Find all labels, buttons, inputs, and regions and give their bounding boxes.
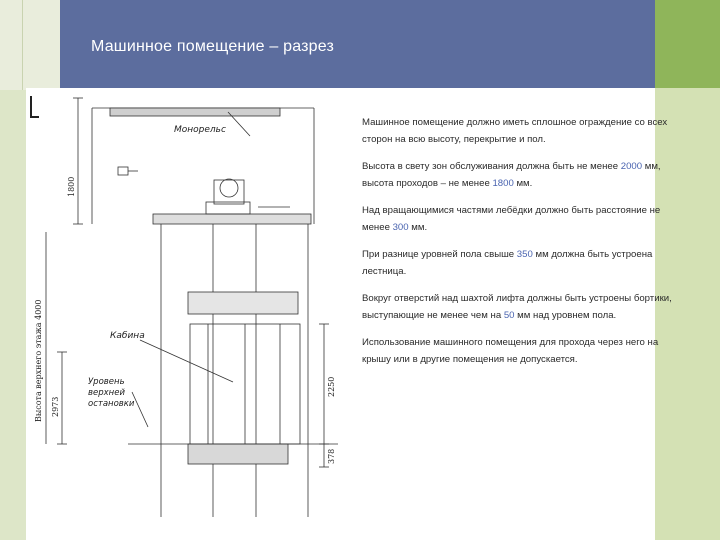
slide-header — [60, 0, 655, 88]
level-label-line1: Уровень — [88, 377, 125, 387]
requirements-text — [362, 114, 672, 378]
machine-room-section-drawing — [28, 92, 348, 517]
dim-378: 378 — [327, 448, 336, 464]
level-label-line2: верхней — [88, 388, 125, 398]
cabin-label: Кабина — [110, 331, 145, 341]
paragraph-6: Использование машинного помещения для прохода через него на крышу или в другие помещения не допускается. — [362, 337, 659, 365]
top-floor-height-label: Высота верхнего этажа 4000 — [34, 299, 43, 422]
paragraph-1: Машинное помещение должно иметь сплошное ограждение со всех сторон на всю высоту, перекрытие и пол. — [362, 117, 668, 145]
paragraph-3: Над вращающимися частями лебёдки должно быть расстояние не менее 300 мм. — [362, 205, 661, 233]
dim-2250: 2250 — [327, 376, 336, 397]
level-label-line3: остановки — [88, 399, 135, 409]
monorail-label: Монорельс — [174, 125, 226, 135]
paragraph-5: Вокруг отверстий над шахтой лифта должны быть устроены бортики, выступающие не менее чем на 50 мм над уровнем пола. — [362, 293, 672, 321]
slide-title: Машинное помещение – разрез — [91, 38, 335, 55]
dim-2973: 2973 — [51, 396, 60, 417]
paragraph-2: Высота в свету зон обслуживания должна быть не менее 2000 мм, высота проходов – не менее 1800 мм. — [362, 161, 661, 189]
right-accent-block-top — [655, 0, 720, 88]
left-accent-strip — [0, 0, 60, 90]
left-accent-line — [22, 0, 23, 90]
paragraph-4: При разнице уровней пола свыше 350 мм должна быть устроена лестница. — [362, 249, 653, 277]
dim-1800: 1800 — [67, 176, 76, 197]
